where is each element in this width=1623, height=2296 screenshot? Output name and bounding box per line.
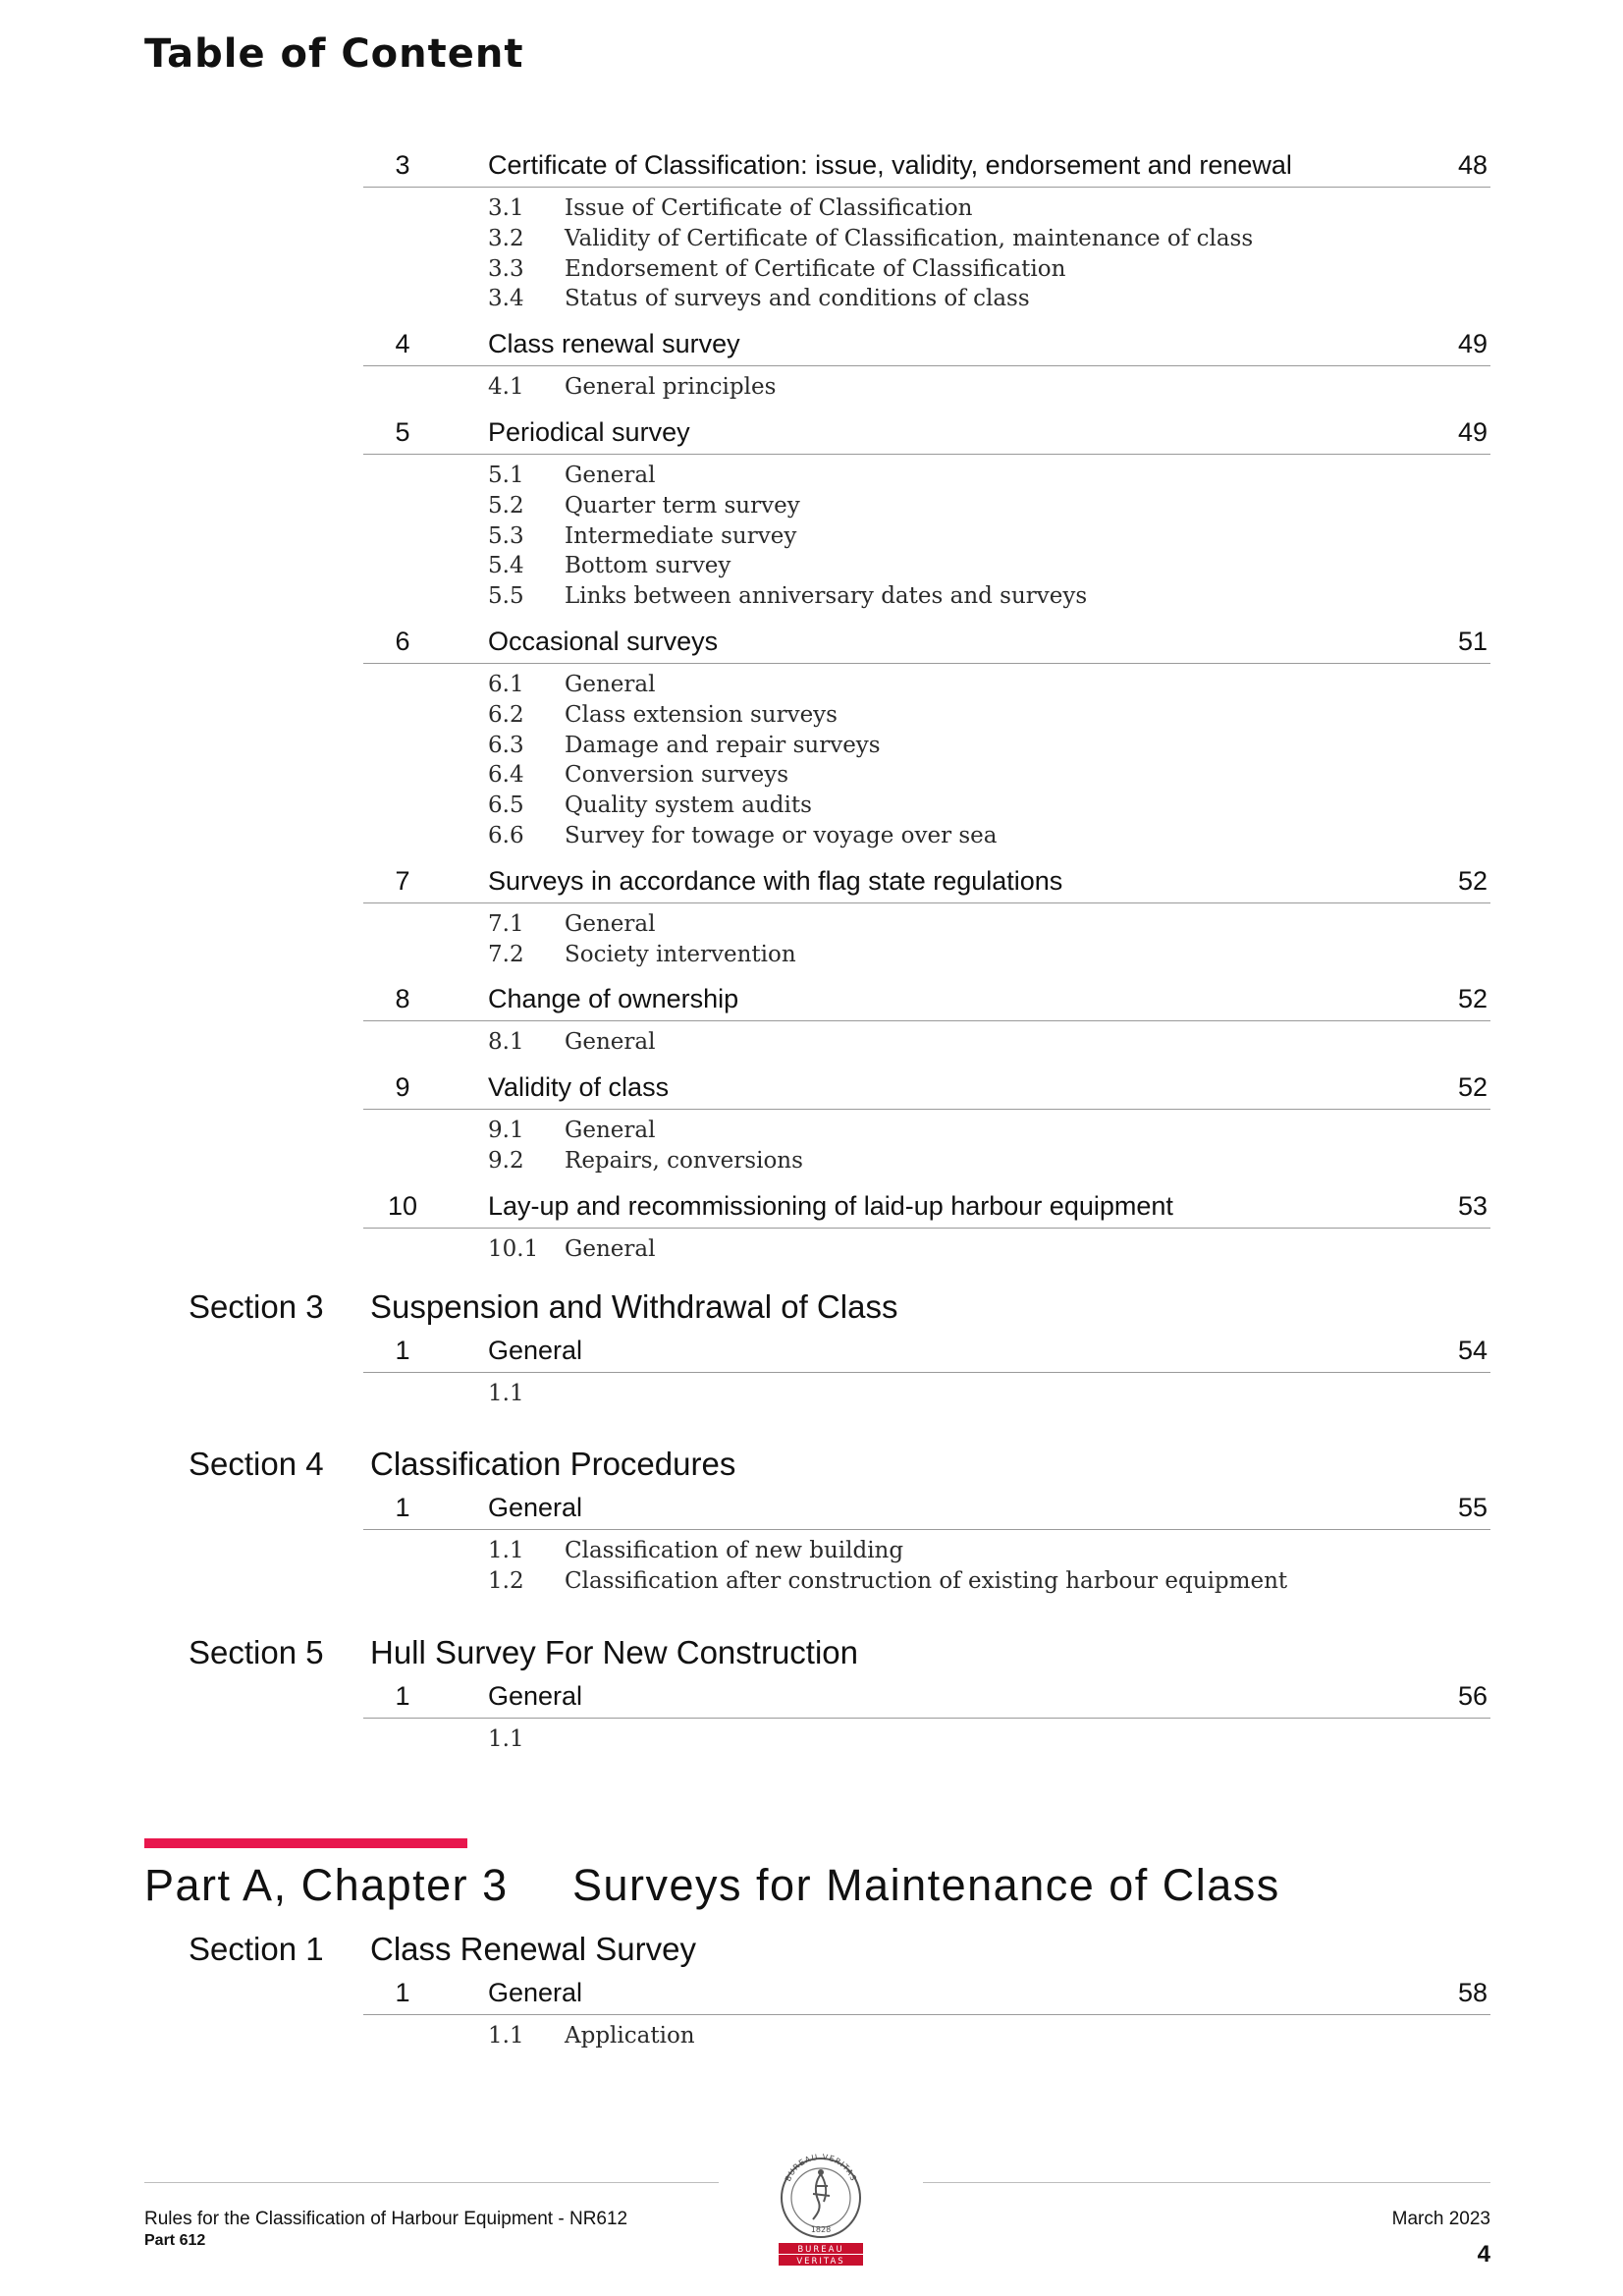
subarticle-title: Quarter term survey bbox=[565, 492, 800, 519]
article-title: General bbox=[488, 1681, 583, 1711]
subarticle-number: 3.4 bbox=[488, 286, 524, 312]
subarticle-title: General bbox=[565, 1118, 656, 1144]
article-divider bbox=[363, 902, 1490, 903]
subarticle-title: General bbox=[565, 910, 656, 937]
article-title: General bbox=[488, 1978, 583, 2007]
article-page-number: 54 bbox=[1457, 1335, 1488, 1365]
subarticle-title: Conversion surveys bbox=[565, 762, 789, 789]
article-divider bbox=[363, 1372, 1490, 1373]
subarticle-number: 3.3 bbox=[488, 255, 524, 282]
article-page-number: 48 bbox=[1457, 150, 1488, 180]
section-title: Class Renewal Survey bbox=[370, 1931, 696, 1967]
article-number: 7 bbox=[395, 865, 410, 896]
subarticle-number: 5.3 bbox=[488, 522, 524, 549]
article-page-number: 56 bbox=[1457, 1681, 1488, 1711]
section-title: Classification Procedures bbox=[370, 1446, 736, 1483]
article-title: Certificate of Classification: issue, validity, endorsement and renewal bbox=[488, 150, 1292, 180]
article-divider bbox=[363, 454, 1490, 455]
article-number: 8 bbox=[395, 984, 410, 1014]
subarticle-number: 7.1 bbox=[488, 910, 524, 937]
subarticle-title: Issue of Certificate of Classification bbox=[565, 195, 973, 221]
article-page-number: 58 bbox=[1457, 1978, 1488, 2007]
subarticle-number: 5.1 bbox=[488, 463, 524, 488]
article-page-number: 53 bbox=[1457, 1190, 1488, 1221]
subarticle-number: 4.1 bbox=[488, 374, 524, 401]
subarticle-number: 9.2 bbox=[488, 1148, 524, 1174]
subarticle-title: General bbox=[565, 1235, 656, 1262]
subarticle-number: 6.4 bbox=[488, 762, 524, 789]
subarticle-title: General principles bbox=[565, 374, 777, 401]
article-title: Class renewal survey bbox=[488, 329, 740, 359]
subarticle-number: 1.1 bbox=[488, 1538, 524, 1564]
logo-band-bottom-text: VERITAS bbox=[796, 2257, 845, 2267]
article-divider bbox=[363, 1529, 1490, 1530]
subarticle-title: General bbox=[565, 1029, 656, 1056]
subarticle-number: 8.1 bbox=[488, 1029, 524, 1056]
section-label: Section 1 bbox=[189, 1931, 324, 1967]
subarticle-number: 3.1 bbox=[488, 195, 524, 221]
article-page-number: 49 bbox=[1457, 329, 1488, 359]
subarticle-title: Application bbox=[565, 2023, 695, 2049]
article-title: General bbox=[488, 1335, 583, 1365]
subarticle-number: 9.1 bbox=[488, 1118, 524, 1144]
subarticle-number: 5.5 bbox=[488, 583, 524, 610]
subarticle-number: 1.1 bbox=[488, 1380, 524, 1406]
footer-date: March 2023 bbox=[1391, 2209, 1490, 2229]
logo-band-top-text: BUREAU bbox=[797, 2245, 844, 2255]
footer-part: Part 612 bbox=[144, 2232, 206, 2249]
section-label: Section 5 bbox=[189, 1634, 324, 1670]
chapter-label: Part A, Chapter 3 bbox=[144, 1860, 509, 1910]
subarticle-number: 1.1 bbox=[488, 1726, 524, 1752]
article-number: 3 bbox=[395, 150, 410, 180]
article-number: 4 bbox=[395, 329, 410, 359]
subarticle-title: Quality system audits bbox=[565, 793, 812, 819]
article-divider bbox=[363, 187, 1490, 188]
subarticle-number: 1.1 bbox=[488, 2023, 524, 2049]
page-title: Table of Content bbox=[144, 31, 524, 77]
subarticle-number: 6.3 bbox=[488, 732, 524, 758]
subarticle-number: 10.1 bbox=[488, 1235, 539, 1262]
article-number: 9 bbox=[395, 1072, 410, 1103]
article-title: Occasional surveys bbox=[488, 627, 719, 656]
chapter-title: Surveys for Maintenance of Class bbox=[572, 1860, 1280, 1910]
article-divider bbox=[363, 2014, 1490, 2015]
article-number: 1 bbox=[395, 1335, 410, 1365]
subarticle-title: Class extension surveys bbox=[565, 701, 838, 728]
svg-text:BUREAU VERITAS bbox=[784, 2153, 858, 2183]
subarticle-number: 6.2 bbox=[488, 701, 524, 728]
article-number: 1 bbox=[395, 1493, 410, 1523]
subarticle-number: 6.1 bbox=[488, 672, 524, 697]
subarticle-number: 7.2 bbox=[488, 941, 524, 967]
subarticle-title: Endorsement of Certificate of Classification bbox=[565, 255, 1066, 282]
subarticle-title: Survey for towage or voyage over sea bbox=[565, 823, 998, 848]
article-page-number: 55 bbox=[1457, 1493, 1488, 1523]
footer-divider-right bbox=[923, 2182, 1490, 2183]
subarticle-title: Classification of new building bbox=[565, 1538, 904, 1564]
bureau-veritas-logo-icon bbox=[767, 2151, 875, 2269]
subarticle-title: Links between anniversary dates and surveys bbox=[565, 583, 1088, 610]
subarticle-number: 6.5 bbox=[488, 793, 524, 819]
article-title: Surveys in accordance with flag state regulations bbox=[488, 865, 1063, 896]
footer-divider-left bbox=[144, 2182, 719, 2183]
article-number: 1 bbox=[395, 1681, 410, 1711]
article-divider bbox=[363, 663, 1490, 664]
logo-year: 1828 bbox=[810, 2225, 832, 2234]
subarticle-title: Bottom survey bbox=[565, 553, 731, 579]
article-number: 5 bbox=[395, 417, 410, 447]
subarticle-title: General bbox=[565, 463, 656, 488]
page-number: 4 bbox=[1477, 2241, 1490, 2268]
subarticle-number: 6.6 bbox=[488, 823, 524, 848]
article-title: General bbox=[488, 1493, 583, 1523]
subarticle-title: Damage and repair surveys bbox=[565, 732, 881, 758]
article-page-number: 51 bbox=[1457, 627, 1488, 656]
article-divider bbox=[363, 1228, 1490, 1229]
article-title: Lay-up and recommissioning of laid-up harbour equipment bbox=[488, 1190, 1173, 1221]
article-divider bbox=[363, 1718, 1490, 1719]
article-divider bbox=[363, 1109, 1490, 1110]
subarticle-title: Society intervention bbox=[565, 941, 796, 967]
article-number: 10 bbox=[387, 1190, 418, 1221]
article-page-number: 52 bbox=[1457, 984, 1488, 1014]
chapter-accent-bar bbox=[144, 1838, 467, 1848]
section-label: Section 3 bbox=[189, 1287, 324, 1325]
section-label: Section 4 bbox=[189, 1446, 324, 1483]
article-title: Periodical survey bbox=[488, 417, 690, 447]
subarticle-title: Classification after construction of existing harbour equipment bbox=[565, 1568, 1288, 1595]
section-title: Suspension and Withdrawal of Class bbox=[370, 1287, 898, 1325]
subarticle-number: 3.2 bbox=[488, 225, 524, 251]
subarticle-title: Repairs, conversions bbox=[565, 1148, 803, 1174]
subarticle-title: Validity of Certificate of Classification, maintenance of class bbox=[565, 225, 1254, 251]
subarticle-title: Intermediate survey bbox=[565, 522, 797, 549]
article-page-number: 52 bbox=[1457, 1072, 1488, 1103]
article-page-number: 52 bbox=[1457, 865, 1488, 896]
section-title: Hull Survey For New Construction bbox=[370, 1634, 858, 1670]
subarticle-number: 5.4 bbox=[488, 553, 524, 579]
article-number: 6 bbox=[395, 627, 410, 656]
article-page-number: 49 bbox=[1457, 417, 1488, 447]
article-title: Validity of class bbox=[488, 1072, 670, 1103]
subarticle-number: 1.2 bbox=[488, 1568, 524, 1595]
subarticle-title: General bbox=[565, 672, 656, 697]
article-number: 1 bbox=[395, 1978, 410, 2007]
subarticle-title: Status of surveys and conditions of class bbox=[565, 286, 1030, 312]
article-divider bbox=[363, 1020, 1490, 1021]
article-title: Change of ownership bbox=[488, 984, 739, 1014]
article-divider bbox=[363, 365, 1490, 366]
footer-doc-title: Rules for the Classification of Harbour Equipment - NR612 bbox=[144, 2209, 628, 2229]
logo-ring-text: BUREAU VERITAS bbox=[783, 2152, 859, 2183]
subarticle-number: 5.2 bbox=[488, 492, 524, 519]
